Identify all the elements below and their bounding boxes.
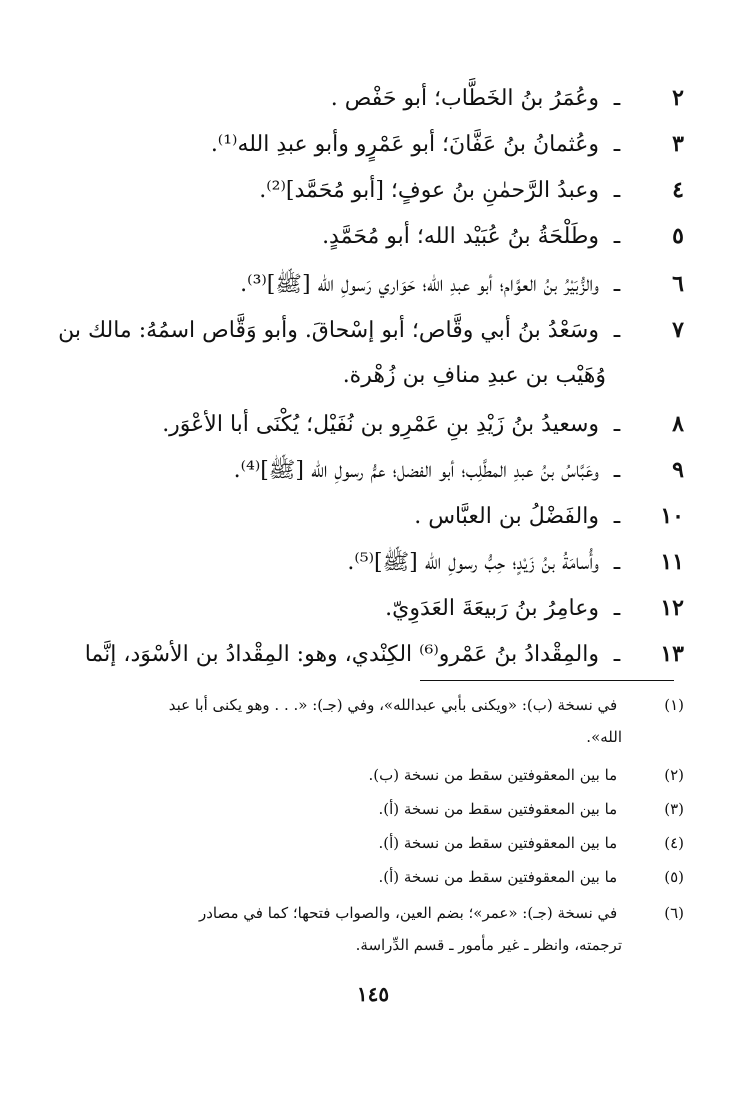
footnote-number: (٥) [664,868,684,886]
footnote-1-continuation: الله». [586,728,622,746]
footnote-number: (٢) [664,766,684,784]
entry-text: وعُثمانُ بنُ عَفَّانَ؛ أبو عَمْرٍو وأبو عبدِ الله⁽¹⁾. [210,132,599,157]
entry-8: ٨ـ وسعيدُ بنُ زَيْدِ بنِ عَمْرِو بن نُفَيْل؛ يُكْنَى أبا الأعْوَر. [84,404,684,444]
entry-2: ٢ـ وعُمَرُ بنُ الخَطَّاب؛ أبو حَفْص . [84,78,684,118]
footnote-text: ما بين المعقوفتين سقط من نسخة (أ). [378,800,618,818]
entry-text: وعَبَّاسُ بنُ عبدِ المطَّلِب؛ أبو الفضل؛ عمُّ رسولِ الله [ﷺ]⁽⁴⁾. [233,458,599,483]
footnote-number: (٣) [664,800,684,818]
footnote-5 [64,862,684,892]
entry-text: وطَلْحَةُ بنُ عُبَيْد الله؛ أبو مُحَمَّدٍ. [322,224,599,249]
footnote-text: في نسخة (جـ): «عمر»؛ بضم العين، والصواب فتحها؛ كما في مصادر [198,904,618,922]
footnote-text: ما بين المعقوفتين سقط من نسخة (أ). [378,868,618,886]
entry-number: ٤ [672,177,684,203]
entry-number: ٥ [672,223,684,249]
entry-text: وسعيدُ بنُ زَيْدِ بنِ عَمْرِو بن نُفَيْل؛ يُكْنَى أبا الأعْوَر. [162,412,599,437]
entry-number: ١٣ [660,641,684,667]
footnote-4 [64,828,684,858]
footnote-text: في نسخة (ب): «ويكنى بأبي عبدالله»، وفي (جـ): «. . . وهو يكنى أبا عبد [168,696,618,714]
page-number: ١٤٥ [356,982,390,1006]
entry-5: ٥ـ وطَلْحَةُ بنُ عُبَيْد الله؛ أبو مُحَمَّدٍ. [84,216,684,256]
entry-number: ٣ [672,131,684,157]
entry-7: ٧ـ وسَعْدُ بنُ أبي وقَّاص؛ أبو إسْحاقَ. وأبو وَقَّاص اسمُهُ: مالك بن [84,310,684,350]
entry-text: والمِقْدادُ بنُ عَمْرو⁽⁶⁾ الكِنْدي، وهو: المِقْدادُ بن الأسْوَد، إنَّما [84,642,599,667]
entry-text: والفَضْلُ بن العبَّاس . [414,504,599,529]
entry-9: ٩ـ وعَبَّاسُ بنُ عبدِ المطَّلِب؛ أبو الفضل؛ عمُّ رسولِ الله [ﷺ]⁽⁴⁾. [84,450,684,490]
footnote-3 [64,794,684,824]
entry-3: ٣ـ وعُثمانُ بنُ عَفَّانَ؛ أبو عَمْرٍو وأبو عبدِ الله⁽¹⁾. [84,124,684,164]
entry-text: وعُمَرُ بنُ الخَطَّاب؛ أبو حَفْص . [330,86,599,111]
footnote-number: (٤) [664,834,684,852]
entry-number: ٦ [672,271,684,297]
entry-10: ١٠ـ والفَضْلُ بن العبَّاس . [84,496,684,536]
entry-text: والزُّبَيْرُ بنُ العوَّام؛ أبو عبدِ الله؛ حَوَاري رَسولِ الله [ﷺ]⁽³⁾. [240,272,599,297]
entry-text: وأُسامَةُ بنُ زَيْدٍ؛ حِبُّ رسولِ الله [ﷺ]⁽⁵⁾. [347,550,599,575]
footnote-number: (٦) [664,904,684,922]
entry-4: ٤ـ وعبدُ الرَّحمٰنِ بنُ عوفٍ؛ [أبو مُحَمَّد]⁽²⁾. [84,170,684,210]
entry-number: ٢ [672,85,684,111]
footnote-text: ما بين المعقوفتين سقط من نسخة (ب). [368,766,618,784]
entry-11: ١١ـ وأُسامَةُ بنُ زَيْدٍ؛ حِبُّ رسولِ الله [ﷺ]⁽⁵⁾. [84,542,684,582]
entry-number: ١٢ [660,595,684,621]
entry-number: ١٠ [660,503,684,529]
footnote-separator [420,680,674,681]
entry-text: وعامِرُ بنُ رَبيعَةَ العَدَوِيّ. [385,596,599,621]
entry-12: ١٢ـ وعامِرُ بنُ رَبيعَةَ العَدَوِيّ. [84,588,684,628]
footnote-6-continuation: ترجمته، وانظر ـ غير مأمور ـ قسم الدِّراسة. [355,936,622,954]
entry-13: ١٣ـ والمِقْدادُ بنُ عَمْرو⁽⁶⁾ الكِنْدي، وهو: المِقْدادُ بن الأسْوَد، إنَّما [84,634,684,674]
entry-number: ٧ [672,317,684,343]
entry-6: ٦ـ والزُّبَيْرُ بنُ العوَّام؛ أبو عبدِ الله؛ حَوَاري رَسولِ الله [ﷺ]⁽³⁾. [84,264,684,304]
entry-number: ٨ [672,411,684,437]
entry-text: وسَعْدُ بنُ أبي وقَّاص؛ أبو إسْحاقَ. وأبو وَقَّاص اسمُهُ: مالك بن [58,318,599,343]
footnote-6 [64,898,684,928]
footnote-text: ما بين المعقوفتين سقط من نسخة (أ). [378,834,618,852]
entry-number: ١١ [660,549,684,575]
footnote-number: (١) [664,696,684,714]
entry-text: وعبدُ الرَّحمٰنِ بنُ عوفٍ؛ [أبو مُحَمَّد]⁽²⁾. [259,178,599,203]
footnote-2 [64,760,684,790]
entry-number: ٩ [672,457,684,483]
entry-7-continuation: وُهَيْب بن عبدِ منافِ بن زُهْرة. [342,363,606,388]
footnote-1 [64,690,684,720]
